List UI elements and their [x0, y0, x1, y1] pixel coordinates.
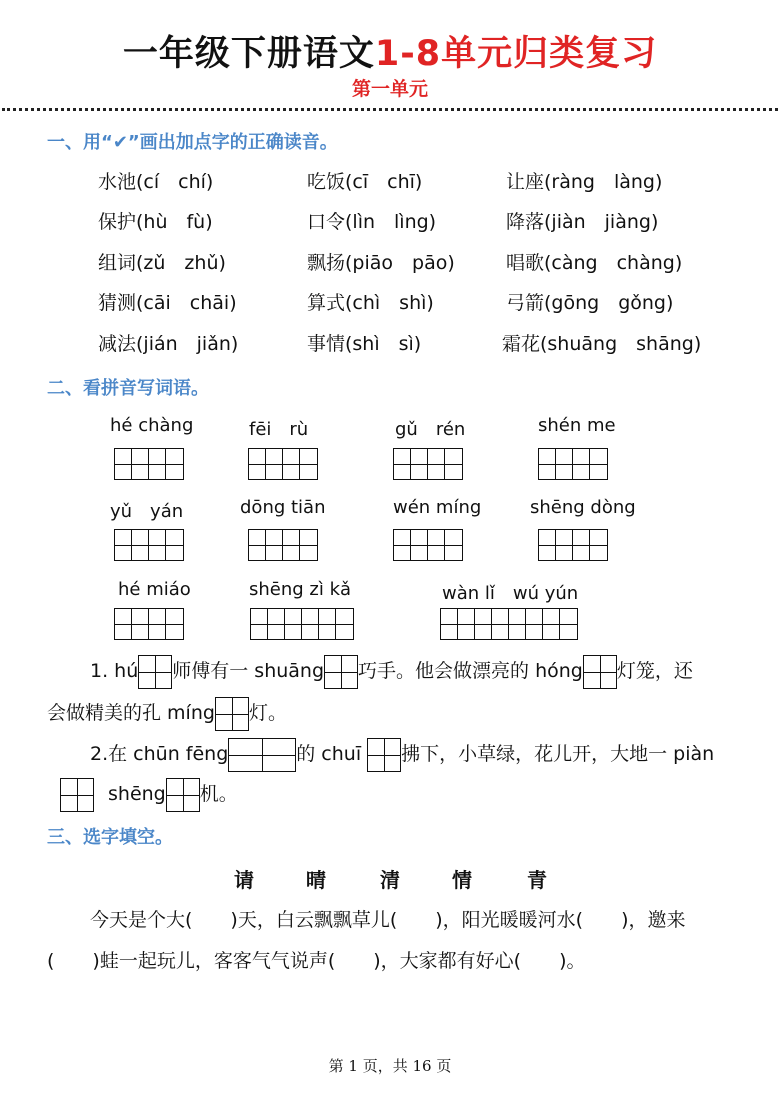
pinyin-choice-item: 降落(jiàn jiàng) [506, 211, 659, 233]
pinyin-choice-item: 吃饭(cī chī) [307, 171, 423, 193]
fill-blank-line-1: 今天是个大( )天，白云飘飘草儿( )，阳光暖暖河水( )，邀来 [90, 909, 686, 931]
pinyin-prompt: gǔ rén [395, 419, 466, 440]
pinyin-prompt: shēng zì kǎ [249, 579, 352, 600]
sentence-text: 1. hú [90, 660, 139, 682]
sentence-text: 2.在 chūn fēng [90, 743, 229, 765]
answer-grid-4[interactable] [538, 448, 608, 480]
pinyin-choice-item: 弓箭(gōng gǒng) [506, 292, 674, 314]
pinyin-prompt: shēng dòng [530, 497, 636, 518]
choice-char: 情 [452, 868, 472, 892]
section1-heading: 一、用“✔”画出加点字的正确读音。 [47, 132, 338, 153]
pinyin-choice-item: 让座(ràng làng) [506, 171, 663, 193]
page-title [0, 26, 780, 76]
pinyin-prompt: shén me [538, 415, 616, 436]
pinyin-prompt: dōng tiān [240, 497, 326, 518]
pinyin-choice-item: 减法(jián jiǎn) [98, 333, 239, 355]
pinyin-choice-item: 事情(shì sì) [307, 333, 422, 355]
section2-heading: 二、看拼音写词语。 [47, 378, 209, 399]
sentence-text: 灯。 [248, 702, 287, 724]
choice-char: 晴 [306, 868, 326, 892]
sentence-text: 机。 [199, 783, 238, 805]
answer-grid-4[interactable] [538, 529, 608, 561]
sentence-text: 拂下，小草绿，花儿开，大地一 piàn [401, 743, 715, 765]
pinyin-choice-item: 组词(zǔ zhǔ) [98, 252, 226, 274]
fill-box[interactable] [138, 655, 172, 689]
sentence-1-line-1 [90, 653, 693, 689]
pinyin-prompt: hé chàng [110, 415, 194, 436]
fill-box[interactable] [324, 655, 358, 689]
pinyin-choice-item: 唱歌(càng chàng) [506, 252, 683, 274]
page-number: 第 1 页，共 16 页 [328, 1057, 452, 1075]
sentence-text: 的 chuī [296, 743, 362, 765]
fill-blank-line-2: ( )蛙一起玩儿，客客气气说声( )，大家都有好心( )。 [47, 950, 586, 972]
sentence-2-line-2 [60, 776, 238, 812]
fill-box[interactable] [166, 778, 200, 812]
fill-box[interactable] [367, 738, 401, 772]
answer-grid-4[interactable] [393, 529, 463, 561]
answer-grid-8[interactable] [440, 608, 578, 640]
pinyin-prompt: yǔ yán [110, 501, 184, 522]
sentence-1-line-2 [47, 695, 287, 731]
fill-box-4[interactable] [228, 738, 296, 772]
pinyin-choice-item: 算式(chì shì) [307, 292, 434, 314]
pinyin-prompt: hé miáo [118, 579, 191, 600]
pinyin-choice-item: 水池(cí chí) [98, 171, 214, 193]
pinyin-choice-item: 飘扬(piāo pāo) [307, 252, 455, 274]
sentence-text: 灯笼，还 [616, 660, 693, 682]
sentence-2-line-1 [90, 736, 714, 772]
sentence-text: 会做精美的孔 míng [47, 702, 215, 724]
answer-grid-4[interactable] [248, 448, 318, 480]
pinyin-choice-item: 口令(lìn lìng) [307, 211, 437, 233]
sentence-text: 巧手。他会做漂亮的 hóng [358, 660, 583, 682]
answer-grid-4[interactable] [114, 448, 184, 480]
sentence-text: shēng [108, 783, 166, 805]
fill-box[interactable] [215, 697, 249, 731]
choice-char: 请 [234, 868, 254, 892]
title-black-part: 一年级下册语文 [122, 34, 375, 74]
choice-char: 清 [380, 868, 400, 892]
pinyin-choice-item: 保护(hù fù) [98, 211, 213, 233]
pinyin-prompt: wàn lǐ wú yún [442, 583, 579, 604]
pinyin-prompt: wén míng [393, 497, 482, 518]
choice-char: 青 [527, 868, 547, 892]
sentence-text: 师傅有一 shuāng [172, 660, 325, 682]
fill-box[interactable] [583, 655, 617, 689]
unit-subtitle: 第一单元 [351, 78, 428, 100]
answer-grid-4[interactable] [248, 529, 318, 561]
section3-heading: 三、选字填空。 [47, 827, 173, 848]
answer-grid-4[interactable] [114, 608, 184, 640]
fill-box[interactable] [60, 778, 94, 812]
pinyin-prompt: fēi rù [249, 419, 309, 440]
pinyin-choice-item: 猜测(cāi chāi) [98, 292, 237, 314]
title-red-part: 1-8单元归类复习 [374, 34, 658, 74]
answer-grid-6[interactable] [250, 608, 354, 640]
answer-grid-4[interactable] [114, 529, 184, 561]
answer-grid-4[interactable] [393, 448, 463, 480]
dotted-divider [2, 108, 778, 111]
pinyin-choice-item: 霜花(shuāng shāng) [502, 333, 702, 355]
